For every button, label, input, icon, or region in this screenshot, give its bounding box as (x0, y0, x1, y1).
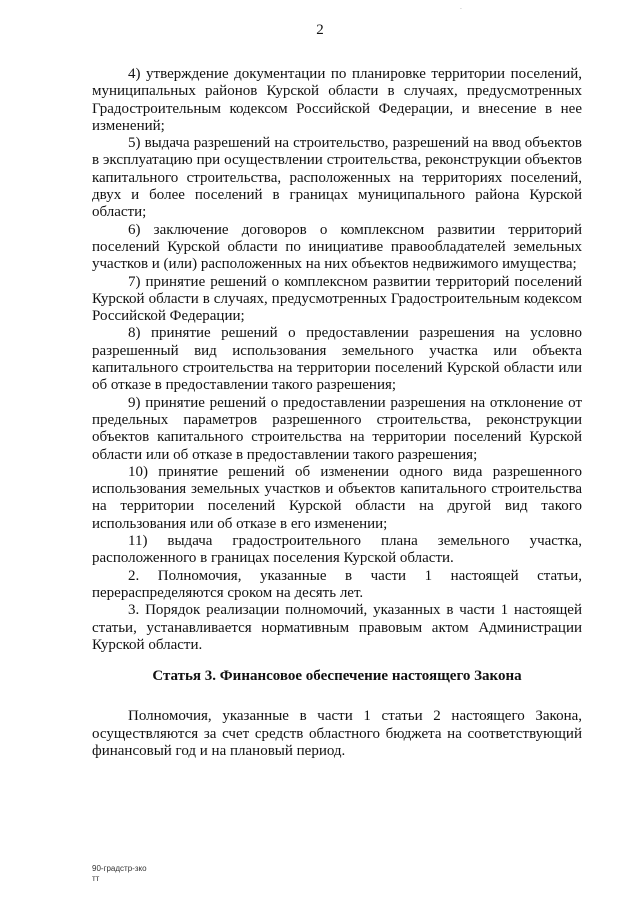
paragraph-part-2: 2. Полномочия, указанные в части 1 настоящей статьи, перераспределяются сроком на десять лет. (92, 567, 582, 601)
document-footer (92, 864, 147, 884)
paragraph-item-6: 6) заключение договоров о комплексном развитии территорий поселений Курской области по инициативе правообладателей земельных участков и (или) расположенных на них объектов недвижимого имущества; (92, 221, 582, 273)
scan-mark: · (460, 6, 462, 13)
article-3-body (92, 708, 582, 761)
paragraph-item-11: 11) выдача градостроительного плана земельного участка, расположенного в границах поселения Курской области. (92, 533, 582, 567)
page-number: 2 (316, 22, 324, 38)
paragraph-item-7: 7) принятие решений о комплексном развитии территорий поселений Курской области в случаях, предусмотренных Градостроительным кодексом Российской Федерации; (92, 273, 582, 325)
footer-initials: тт (92, 874, 100, 883)
footer-code: 90-градстр-зко (92, 864, 147, 873)
paragraph-item-10: 10) принятие решений об изменении одного вида разрешенного использования земельных участков и объектов капитального строительства на территории поселений Курской области на другой вид такого использования или об отказе в его изменении; (92, 463, 582, 532)
article-3-heading: Статья 3. Финансовое обеспечение настоящего Закона (152, 668, 522, 684)
law-body-text (92, 66, 582, 654)
article-3-paragraph: Полномочия, указанные в части 1 статьи 2 настоящего Закона, осуществляются за счет средств областного бюджета на соответствующий финансовый год и на плановый период. (92, 708, 582, 759)
paragraph-part-3: 3. Порядок реализации полномочий, указанных в части 1 настоящей статьи, устанавливается нормативным правовым актом Администрации Курской области. (92, 602, 582, 653)
paragraph-item-4: 4) утверждение документации по планировке территории поселений, муниципальных районов Курской области в случаях, предусмотренных Градостроительным кодексом Российской Федерации, и внесение в нее изменений; (92, 66, 582, 134)
paragraph-item-9: 9) принятие решений о предоставлении разрешения на отклонение от предельных параметров разрешенного строительства, реконструкции объектов капитального строительства на территории поселений Курской области или об отказе в предоставлении такого разрешения; (92, 394, 582, 463)
paragraph-item-5: 5) выдача разрешений на строительство, разрешений на ввод объектов в эксплуатацию при осуществлении строительства, реконструкции объектов капитального строительства, расположенных на территориях поселений, двух и более поселений в границах муниципального района Курской области; (92, 135, 582, 221)
paragraph-item-8: 8) принятие решений о предоставлении разрешения на условно разрешенный вид использования земельного участка или объекта капитального строительства на территории поселений Курской области или об отказе в предоставлении такого разрешения; (92, 325, 582, 394)
